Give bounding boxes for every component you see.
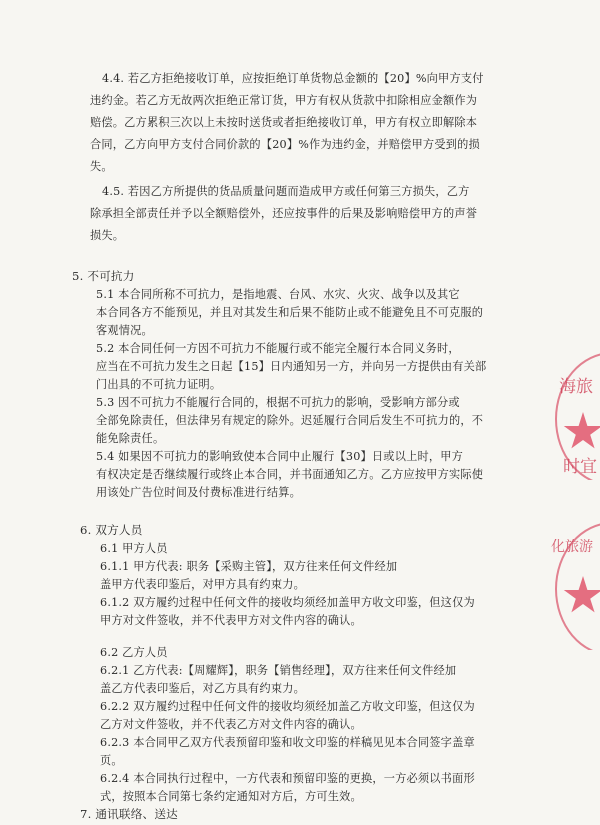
section-heading: 7. 通讯联络、送达 xyxy=(80,807,178,821)
text-line: 本合同各方不能预见，并且对其发生和后果不能防止或不能避免且不可克服的 xyxy=(96,306,484,319)
text-line: 盖甲方代表印鉴后，对甲方具有约束力。 xyxy=(100,578,305,591)
text-line: 6.2.3 本合同甲乙双方代表预留印鉴和收文印鉴的样稿见见本合同签字盖章 xyxy=(100,736,475,749)
text-line: 5.2 本合同任何一方因不可抗力不能履行或不能完全履行本合同义务时， xyxy=(96,342,460,355)
text-line: 页。 xyxy=(100,754,123,767)
text-line: 6.2.1 乙方代表:【周耀辉】，职务【销售经理】，双方往来任何文件经加 xyxy=(100,664,457,677)
text-line: 6.2.2 双方履约过程中任何文件的接收均须经加盖乙方收文印鉴，但这仅为 xyxy=(100,700,475,713)
section-heading: 5. 不可抗力 xyxy=(72,269,135,283)
text-line: 除承担全部责任并予以全额赔偿外，还应按事件的后果及影响赔偿甲方的声誉 xyxy=(90,207,478,220)
text-line: 6.2 乙方人员 xyxy=(100,646,168,659)
text-line: 有权决定是否继续履行或终止本合同，并书面通知乙方。乙方应按甲方实际使 xyxy=(96,468,484,481)
text-line: 4.4. 若乙方拒绝接收订单，应按拒绝订单货物总金额的【20】%向甲方支付 xyxy=(102,72,484,85)
text-line: 6.1.2 双方履约过程中任何文件的接收均须经加盖甲方收文印鉴，但这仅为 xyxy=(100,596,475,609)
text-line: 6.1 甲方人员 xyxy=(100,542,168,555)
text-line: 应当在不可抗力发生之日起【15】日内通知另一方，并向另一方提供由有关部 xyxy=(96,360,487,373)
text-line: 4.5. 若因乙方所提供的货品质量问题而造成甲方或任何第三方损失，乙方 xyxy=(102,185,470,198)
text-line: 门出具的不可抗力证明。 xyxy=(96,378,222,391)
text-line: 失。 xyxy=(90,160,113,173)
text-line: 式，按照本合同第七条约定通知对方后，方可生效。 xyxy=(100,790,362,803)
text-line: 违约金。若乙方无故两次拒绝正常订货，甲方有权从货款中扣除相应金额作为 xyxy=(90,94,478,107)
text-line: 全部免除责任，但法律另有规定的除外。迟延履行合同后发生不可抗力的，不 xyxy=(96,414,484,427)
company-seal-bottom: 化旅游 xyxy=(545,520,600,650)
text-line: 6.2.4 本合同执行过程中，一方代表和预留印鉴的更换，一方必须以书面形 xyxy=(100,772,475,785)
text-line: 盖乙方代表印鉴后，对乙方具有约束力。 xyxy=(100,682,305,695)
text-line: 5.3 因不可抗力不能履行合同的，根据不可抗力的影响，受影响方部分或 xyxy=(96,396,460,409)
text-line: 能免除责任。 xyxy=(96,432,165,445)
text-line: 合同，乙方向甲方支付合同价款的【20】%作为违约金，并赔偿甲方受到的损 xyxy=(90,138,480,151)
text-line: 损失。 xyxy=(90,229,125,242)
text-line: 5.4 如果因不可抗力的影响致使本合同中止履行【30】日或以上时，甲方 xyxy=(96,450,464,463)
text-line: 6.1.1 甲方代表: 职务【采购主管】，双方往来任何文件经加 xyxy=(100,560,398,573)
company-seal-top: 海旅 时宜 xyxy=(545,350,600,480)
text-line: 客观情况。 xyxy=(96,324,153,337)
text-line: 乙方对文件签收，并不代表乙方对文件内容的确认。 xyxy=(100,718,362,731)
section-heading: 6. 双方人员 xyxy=(80,523,143,537)
text-line: 赔偿。乙方累积三次以上未按时送货或者拒绝接收订单，甲方有权立即解除本 xyxy=(90,116,478,129)
text-line: 用该处广告位时间及付费标准进行结算。 xyxy=(96,486,301,499)
text-line: 5.1 本合同所称不可抗力，是指地震、台风、水灾、火灾、战争以及其它 xyxy=(96,288,460,301)
text-line: 甲方对文件签收，并不代表甲方对文件内容的确认。 xyxy=(100,614,362,627)
